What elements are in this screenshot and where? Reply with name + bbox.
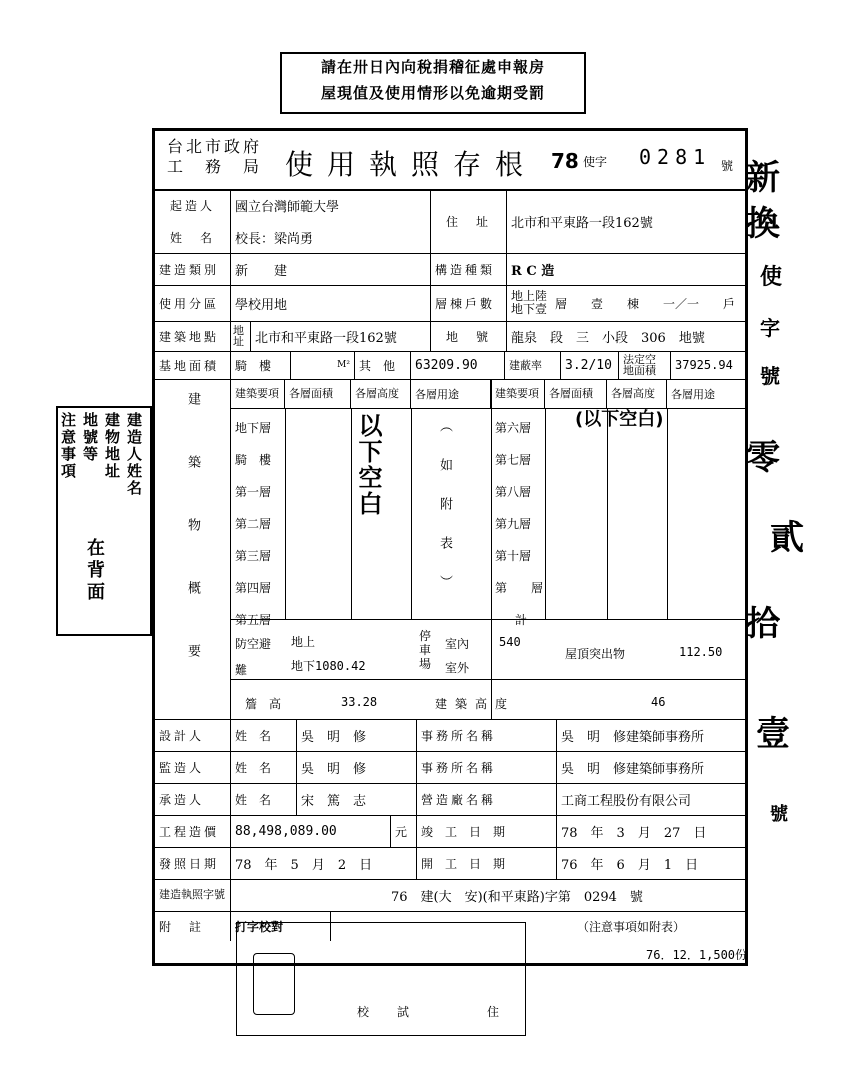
eave-label: 簷 高	[245, 697, 282, 711]
owner-addr: 北市和平東路一段162號	[511, 215, 653, 231]
shelter-above: 地上	[291, 635, 316, 649]
roof-value: 112.50	[679, 645, 723, 659]
type-row	[155, 253, 745, 286]
other-label: 其 他	[355, 351, 411, 379]
org-name	[167, 137, 262, 177]
side-note-col-2: 建物地址	[103, 412, 121, 480]
supervisor-office: 吳 明 修建築師事務所	[561, 761, 705, 777]
col-head-5: 建築要項	[491, 379, 545, 409]
contractor-label: 承造人	[155, 783, 231, 815]
start-label: 開 工 日 期	[417, 847, 557, 879]
floor-arcade: 騎 樓	[235, 453, 272, 467]
stamp-line-2: 屋現值及使用情形以免逾期受罰	[320, 84, 545, 102]
parking-label: 停車場	[419, 629, 432, 671]
grid-line	[411, 409, 412, 619]
floor-9: 第九層	[495, 517, 532, 531]
bottom-stamp-3: 住	[487, 1005, 500, 1019]
floor-3: 第三層	[235, 549, 272, 563]
coverage-label: 建蔽率	[505, 351, 561, 379]
floor-total: 計	[515, 613, 528, 627]
side-note-tail: 在背面	[84, 538, 105, 604]
owner-label-2: 姓 名	[169, 230, 215, 245]
contractor-name-label: 姓 名	[231, 783, 297, 815]
side-note-col-1: 建造人姓名	[125, 412, 143, 497]
side-note-col-3: 地號等	[81, 412, 99, 463]
addr-label: 住 址	[431, 189, 507, 253]
shelter-below: 地下1080.42	[291, 659, 366, 673]
hw-right-10: 號	[770, 804, 788, 825]
side-note	[56, 406, 152, 636]
floor-7: 第七層	[495, 453, 532, 467]
hw-right-6: 零	[746, 438, 780, 478]
parking-indoor-val: 540	[499, 635, 521, 649]
zone-value: 學校用地	[231, 285, 431, 321]
grid-line	[285, 409, 286, 619]
floor-basement: 地下層	[235, 421, 272, 435]
bottom-stamp-1: 校	[357, 1005, 370, 1019]
floors-stack	[511, 290, 547, 316]
tax-notice-stamp	[280, 52, 586, 114]
struct-value: R C 造	[511, 263, 555, 279]
start-date: 76 年 6 月 1 日	[561, 857, 699, 873]
building-label-text: 建築物概要	[185, 391, 200, 707]
grid-line	[231, 619, 745, 620]
type-value: 新 建	[231, 253, 431, 285]
legal-value: 37925.94	[675, 358, 733, 372]
lot-label: 地 號	[431, 321, 507, 351]
grid-line	[231, 679, 745, 680]
contractor-office: 工商工程股份有限公司	[561, 793, 692, 809]
complete-date: 78 年 3 月 27 日	[561, 825, 707, 841]
lot-value: 龍泉 段 三 小段 306 地號	[511, 330, 705, 346]
org-line-1: 台北市政府	[167, 137, 263, 156]
hw-right-4: 字	[760, 316, 780, 340]
col-head-7: 各層高度	[607, 379, 667, 409]
org-line-2: 工 務 局	[167, 157, 263, 176]
coverage-value: 3.2/10	[561, 351, 619, 379]
struct-label: 構造種類	[431, 253, 507, 285]
floor-8: 第八層	[495, 485, 532, 499]
issue-label: 發照日期	[155, 847, 231, 879]
print-footer: 76．12．1,500份	[646, 948, 748, 962]
floor-10: 第十層	[495, 549, 532, 563]
grid-line	[545, 409, 546, 619]
site-value: 北市和平東路一段162號	[251, 321, 431, 351]
col-head-4: 各層用途	[411, 379, 491, 409]
permit-zi: 使字	[583, 155, 608, 169]
floors-rest: 層 壹 棟 一／一 戶	[555, 296, 736, 311]
floor-5: 第五層	[235, 613, 272, 627]
floors-below: 地下壹	[511, 302, 548, 316]
designer-row	[155, 719, 745, 752]
eave-value: 33.28	[341, 695, 378, 709]
building-label	[155, 379, 231, 719]
permit-number: 0281	[639, 145, 712, 169]
permit-value: 76 建(大 安)(和平東路)字第 0294 號	[391, 889, 643, 905]
height-label: 建築高度	[435, 697, 516, 711]
other-value: 63209.90	[411, 351, 505, 379]
contractor-name: 宋 篤 志	[297, 783, 417, 815]
supervisor-row	[155, 751, 745, 784]
permit-hao: 號	[721, 159, 734, 173]
hw-right-5: 號	[760, 364, 780, 388]
supervisor-office-label: 事務所名稱	[417, 751, 557, 783]
supervisor-name: 吳 明 修	[297, 751, 417, 783]
hw-blank-right: (以下空白)	[575, 409, 664, 430]
floor-2: 第二層	[235, 517, 272, 531]
zone-label: 使用分區	[155, 285, 231, 321]
area-label: 基地面積	[155, 351, 231, 379]
remark-note: （注意事項如附表）	[576, 919, 685, 934]
arcade-value	[291, 351, 355, 379]
stamp-area	[236, 922, 526, 1036]
floor-6: 第六層	[495, 421, 532, 435]
cost-unit: 元	[391, 815, 417, 847]
arcade-label: 騎 樓	[231, 351, 291, 379]
contractor-office-label: 營造廠名稱	[417, 783, 557, 815]
site-label: 建築地點	[155, 321, 231, 351]
owner-row	[155, 189, 745, 254]
floors-value	[507, 285, 745, 321]
issue-date: 78 年 5 月 2 日	[231, 847, 417, 879]
permit-row	[155, 879, 745, 912]
seal-stamp	[253, 953, 295, 1015]
site-sub: 地址	[231, 321, 251, 351]
hw-right-2: 換	[746, 204, 780, 244]
side-note-col-4: 注意事項	[59, 412, 77, 480]
permit-label: 建造執照字號	[155, 879, 231, 911]
owner-label-1: 起造人	[169, 198, 215, 213]
stamp-line-1: 請在卅日內向稅捐稽征處申報房	[320, 58, 545, 76]
col-head-2: 各層面積	[285, 379, 351, 409]
owner-name: 國立台灣師範大學	[235, 199, 340, 215]
site-row	[155, 321, 745, 352]
hw-right-7: 貳	[770, 518, 804, 558]
arcade-unit: M²	[337, 360, 350, 370]
floor-1: 第一層	[235, 485, 272, 499]
hw-right-9: 壹	[756, 714, 790, 754]
floor-other: 第 層	[495, 581, 544, 595]
designer-office-label: 事務所名稱	[417, 719, 557, 751]
grid-line	[607, 409, 608, 619]
parking-indoor: 室內	[445, 637, 470, 651]
designer-name-label: 姓 名	[231, 719, 297, 751]
roof-label: 屋頂突出物	[565, 647, 626, 661]
designer-office: 吳 明 修建築師事務所	[561, 729, 705, 745]
shelter-label: 防空避難	[235, 637, 272, 677]
building-block	[155, 379, 745, 720]
complete-label: 竣 工 日 期	[417, 815, 557, 847]
type-label: 建造類別	[155, 253, 231, 285]
form-title: 使用執照存根	[285, 148, 538, 181]
parking-outdoor: 室外	[445, 661, 470, 675]
usage-note: ︵如附表︶	[437, 419, 452, 614]
cost-row	[155, 815, 745, 848]
hw-right-3: 使	[760, 264, 783, 290]
area-row	[155, 351, 745, 380]
issue-row	[155, 847, 745, 880]
supervisor-name-label: 姓 名	[231, 751, 297, 783]
designer-name: 吳 明 修	[297, 719, 417, 751]
owner-values	[231, 189, 431, 253]
bottom-stamp-2: 試	[397, 1005, 410, 1019]
supervisor-label: 監造人	[155, 751, 231, 783]
form-header	[155, 131, 745, 191]
zone-row	[155, 285, 745, 322]
permit-form	[152, 128, 748, 966]
designer-label: 設計人	[155, 719, 231, 751]
remark-label: 附 註	[155, 911, 231, 941]
col-head-8: 各層用途	[667, 379, 745, 409]
proofread-stamp: 打字校對	[231, 911, 331, 941]
owner-label	[155, 189, 231, 253]
legal-label: 法定空地面積	[619, 351, 671, 379]
col-head-1: 建築要項	[231, 379, 285, 409]
grid-line	[491, 379, 492, 719]
col-head-6: 各層面積	[545, 379, 607, 409]
grid-line	[351, 409, 352, 619]
grid-line	[667, 409, 668, 619]
hw-right-1: 新	[746, 158, 780, 198]
floors-above: 地上陸	[511, 289, 548, 303]
floor-4: 第四層	[235, 581, 272, 595]
owner-rep: 校長：梁尚勇	[235, 231, 314, 247]
cost-label: 工程造價	[155, 815, 231, 847]
cost-value: 88,498,089.00	[231, 815, 391, 847]
col-head-3: 各層高度	[351, 379, 411, 409]
floors-label: 層棟戶數	[431, 285, 507, 321]
contractor-row	[155, 783, 745, 816]
hw-right-8: 拾	[746, 604, 780, 644]
hw-blank-left: 以下空白	[354, 413, 382, 517]
height-value: 46	[651, 695, 666, 709]
permit-year: 78	[551, 149, 579, 173]
